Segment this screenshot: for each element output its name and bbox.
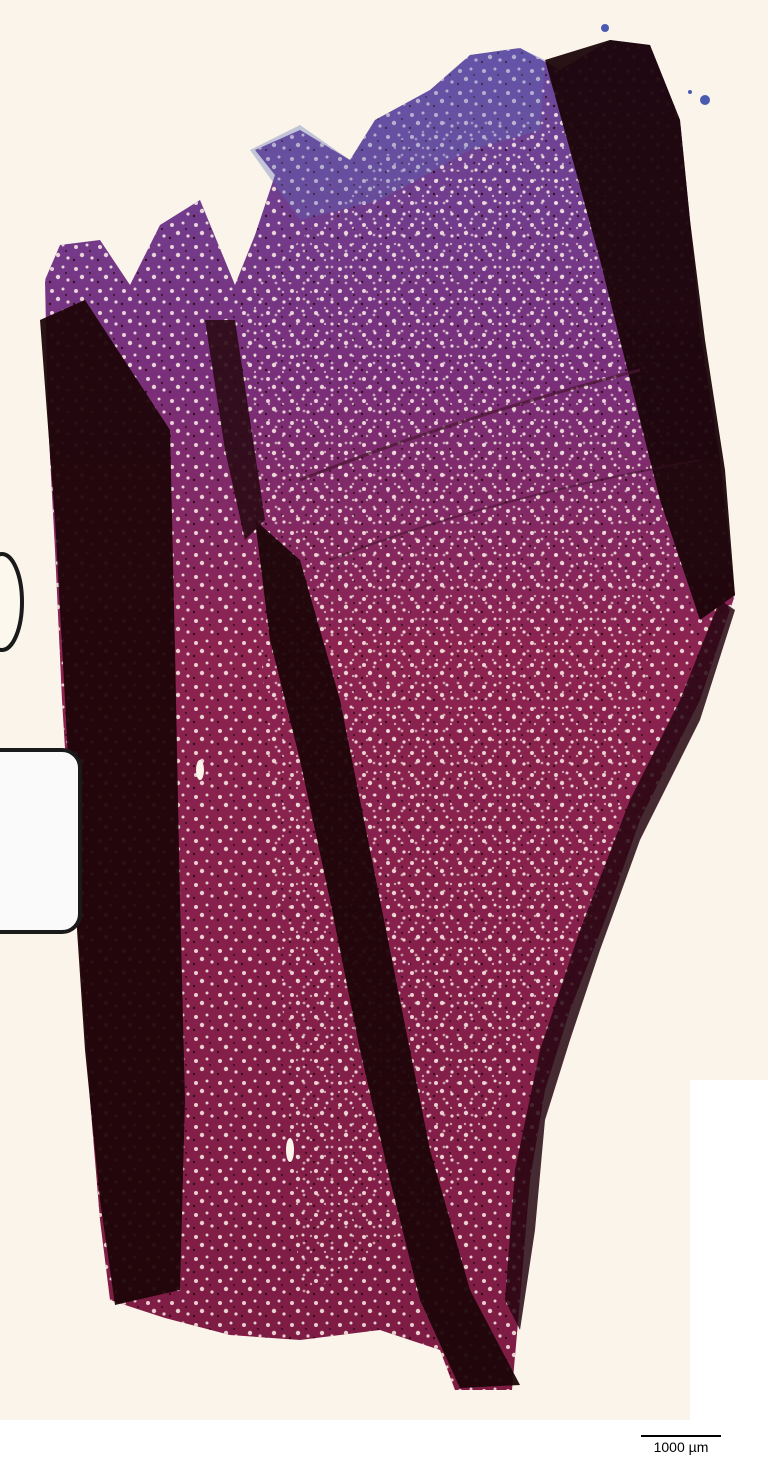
tissue-hole [196, 760, 204, 780]
debris-fragment [700, 95, 710, 105]
tissue-hole [286, 1138, 294, 1162]
scale-bar [636, 1430, 726, 1470]
slide-artifact-box [0, 750, 80, 932]
debris-fragment [601, 24, 609, 32]
white-inset-area [690, 1080, 768, 1420]
debris-fragment [688, 90, 692, 94]
scale-bar-line [641, 1435, 721, 1437]
scale-bar-label: 1000 µm [653, 1439, 709, 1455]
slide-artifact-ring [0, 554, 22, 650]
